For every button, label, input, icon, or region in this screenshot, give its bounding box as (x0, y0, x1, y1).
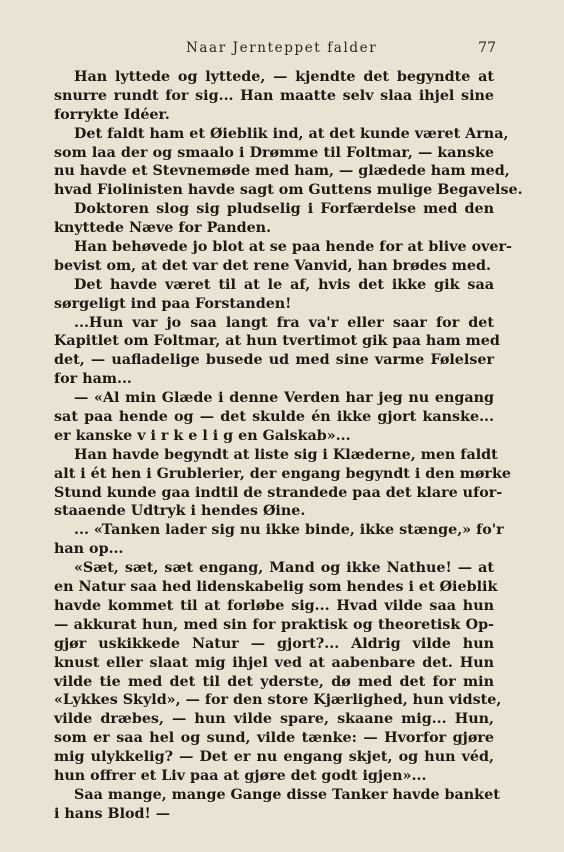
text-line: nu havde et Stevnemøde med ham, — glædede ham med, (54, 163, 510, 180)
running-title: Naar Jernteppet falder (186, 40, 378, 56)
text-line: Stund kunde gaa indtil de strandede paa det klare ufor- (54, 484, 503, 501)
text-line: «Sæt, sæt, sæt engang, Mand og ikke Nathue! — at (74, 560, 494, 577)
text-line: Han havde begyndt at liste sig i Klæderne, men faldt (74, 446, 498, 463)
page-header (58, 40, 498, 60)
text-line: for ham... (54, 371, 132, 388)
text-line: sat paa hende og — det skulde én ikke gjort kanske... (54, 409, 494, 426)
text-line: vilde tie med det til det yderste, dø med det for min (54, 673, 494, 690)
text-line: havde kommet til at forløbe sig... Hvad vilde saa hun (54, 597, 494, 614)
text-line: — «Al min Glæde i denne Verden har jeg nu engang (74, 390, 494, 407)
text-line: bevist om, at det var det rene Vanvid, han brødes med. (54, 257, 491, 274)
text-line: Han behøvede jo blot at se paa hende for at blive over- (74, 239, 512, 256)
body-text (54, 68, 523, 824)
text-line: vilde dræbes, — hun vilde spare, skaane mig... Hun, (54, 711, 494, 728)
text-line: «Lykkes Skyld», — for den store Kjærlighed, hun vidste, (54, 692, 502, 709)
text-line: mig ulykkelig? — Det er nu engang skjet, og hun véd, (54, 749, 494, 766)
text-line: som laa der og smaalo i Drømme til Foltmar, — kanske (54, 144, 494, 161)
text-line: i hans Blod! — (54, 805, 171, 822)
text-line: Han lyttede og lyttede, — kjendte det begyndte at (74, 69, 494, 85)
text-line: Saa mange, mange Gange disse Tanker havde banket (74, 786, 500, 803)
page-number: 77 (478, 40, 496, 56)
text-line: det, — uafladelige busede ud med sine varme Følelser (54, 352, 494, 369)
text-line: Kapitlet om Foltmar, at hun tvertimot gik paa ham med (54, 333, 500, 350)
text-line: som er saa hel og sund, vilde tænke: — Hvorfor gjøre (54, 730, 494, 747)
text-line: han op... (54, 541, 124, 558)
text-line: en Natur saa hed lidenskabelig som hendes i et Øieblik (54, 579, 498, 596)
text-line: forrykte Idéer. (54, 106, 170, 123)
text-line: snurre rundt for sig... Han maatte selv slaa ihjel sine (54, 87, 494, 104)
text-line: ...Hun var jo saa langt fra va'r eller saar for det (74, 314, 494, 331)
text-line: ... «Tanken lader sig nu ikke binde, ikke stænge,» fo'r (74, 522, 504, 539)
text-line: alt i ét hen i Grublerier, der engang begyndt i den mørke (54, 465, 511, 482)
text-line: — akkurat hun, med sin for praktisk og theoretisk Op- (54, 616, 494, 633)
text-line: gjør uskikkede Natur — gjort?... Aldrig vilde hun (54, 635, 494, 652)
text-line: Det havde været til at le af, hvis det ikke gik saa (74, 276, 494, 293)
text-line: hvad Fiolinisten havde sagt om Guttens mulige Begavelse. (54, 182, 523, 199)
text-line: staaende Udtryk i hendes Øine. (54, 503, 306, 520)
text-line: knust eller slaat mig ihjel ved at aabenbare det. Hun (54, 654, 494, 671)
text-line: sørgeligt ind paa Forstanden! (54, 295, 292, 312)
text-line: knyttede Næve for Panden. (54, 220, 272, 237)
text-line: Det faldt ham et Øieblik ind, at det kunde været Arna, (74, 125, 509, 142)
text-line: hun offrer et Liv paa at gjøre det godt igjen»... (54, 767, 427, 784)
text-line: Doktoren slog sig pludselig i Forfærdelse med den (74, 201, 494, 218)
text-line: er kanske v i r k e l i g en Galskab»... (54, 427, 351, 444)
